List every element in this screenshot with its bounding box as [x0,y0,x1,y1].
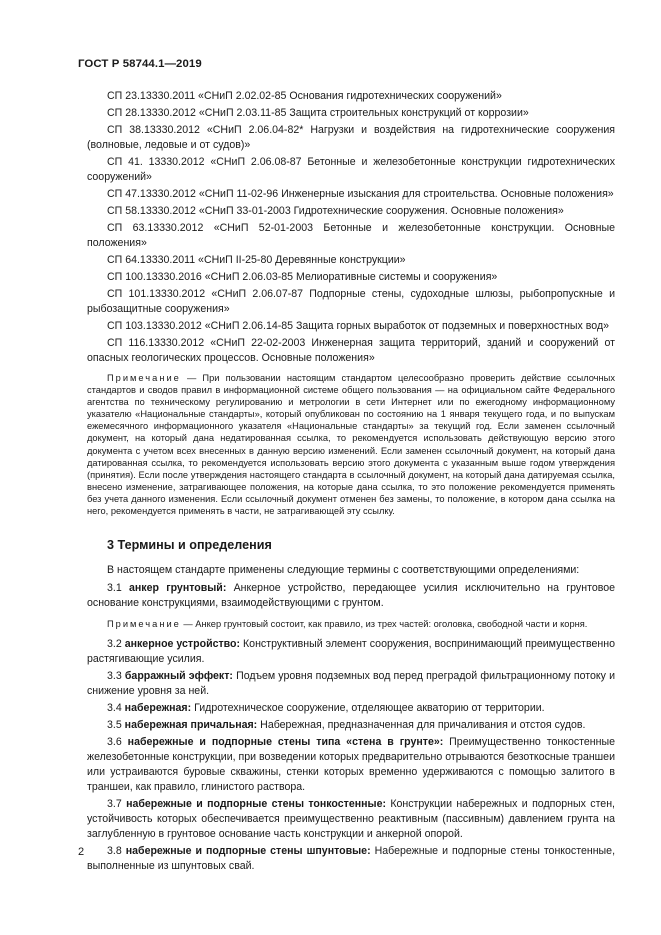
definition-term: набережные и подпорные стены тонкостенные: [126,798,386,811]
reference-item: СП 41. 13330.2012 «СНиП 2.06.08-87 Бетонные и железобетонные конструкции гидротехнических сооружений» [87,156,615,183]
definition-number: 3.5 [107,719,125,732]
definition-text: Подъем уровня подземных вод перед преградой фильтрационному потоку и снижение уровня за ней. [87,670,615,698]
definition-item [87,735,615,795]
definition-number: 3.1 [107,582,129,595]
reference-item: СП 116.13330.2012 «СНиП 22-02-2003 Инженерная защита территорий, зданий и сооружений от опасных геологических процессов. Основные положения» [87,337,615,364]
definition-number: 3.8 [107,845,126,858]
section-intro: В настоящем стандарте применены следующие термины с соответствующими определениями: [107,564,580,577]
document-header: ГОСТ Р 58744.1—2019 [78,58,202,70]
reference-item: СП 103.13330.2012 «СНиП 2.06.14-85 Защита горных выработок от подземных и поверхностных вод» [107,320,610,332]
definition-term: набережная: [124,702,192,715]
reference-item: СП 47.13330.2012 «СНиП 11-02-96 Инженерные изыскания для строительства. Основные положения» [107,188,614,200]
definition-term: набережная причальная: [124,719,258,732]
definition-term: барражный эффект: [124,670,233,683]
reference-item: СП 23.13330.2011 «СНиП 2.02.02-85 Основания гидротехнических сооружений» [107,90,502,102]
note-label: Примечание [107,619,181,630]
definition-item [87,637,615,667]
definition-term: анкер грунтовый: [128,582,227,595]
definition-text: Преимущественно тонкостенные железобетонные конструкции, при возведении которых предварительно отрываются безоткосные траншеи или устраиваются буровые скважины, стенки которых временно удерживаются с помощью залитого в траншеи, как правило, глинистого раствора. [87,736,616,794]
reference-item: СП 63.13330.2012 «СНиП 52-01-2003 Бетонные и железобетонные конструкции. Основные положения» [87,222,615,249]
section-title: 3 Термины и определения [107,538,272,553]
definition-text: Конструкции набережных и подпорных стен, устойчивость которых обеспечивается преимущественно реактивным (пассивным) давлением грунта на заглубленную в грунтовое основание часть конструкции и анкерной опорой. [87,798,615,841]
note-text: — При пользовании настоящим стандартом целесообразно проверить действие ссылочных стандартов и сводов правил в информационной системе общего пользования — на официальном сайте Федерального агентства по техническому регулированию и метрологии в сети Интернет или по ежегодному информационному указателю «Национальные стандарты», который опубликован по состоянию на 1 января текущего года, и по выпускам ежемесячного информационного указателя «Национальные стандарты» за текущий год. Если заменен ссылочный документ, на который дана недатированная ссылка, то рекомендуется использовать действующую версию этого документа с учетом всех внесенных в данную версию изменений. Если заменен ссылочный документ, на который дана датированная ссылка, то рекомендуется использовать версию этого документа с указанным выше годом утверждения (принятия). Если после утверждения настоящего стандарта в ссылочный документ, на который дана датируемая ссылка, внесено изменение, затрагивающее положения, на которые дана ссылка, то это положение рекомендуется применять без учета данного изменения. Если ссылочный документ отменен без замены, то положение, в котором дана ссылка на него, рекомендуется применять в части, не затрагивающей эту ссылку. [87,373,615,517]
definition-number: 3.4 [107,702,125,715]
note-label: Примечание [107,373,181,383]
definition-text: Гидротехническое сооружение, отделяющее акваторию от территории. [191,702,545,715]
definition-item [87,718,615,733]
definition-item [87,844,615,874]
page-content [87,89,615,876]
definition-text: Анкерное устройство, передающее усилия исключительно на грунтовое основание конструкциями, взаимодействующими с грунтом. [87,582,615,610]
page-number: 2 [78,846,85,858]
note-text: — Анкер грунтовый состоит, как правило, из трех частей: оголовка, свободной части и корня. [180,619,588,630]
reference-item: СП 58.13330.2012 «СНиП 33-01-2003 Гидротехнические сооружения. Основные положения» [107,205,564,217]
reference-item: СП 38.13330.2012 «СНиП 2.06.04-82* Нагрузки и воздействия на гидротехнические сооружения (волновые, ледовые и от судов)» [87,124,615,151]
reference-note [87,372,615,517]
definitions-list [87,563,615,874]
reference-item: СП 101.13330.2012 «СНиП 2.06.07-87 Подпорные стены, судоходные шлюзы, рыбопропускные и рыбозащитные сооружения» [87,288,615,315]
reference-item: СП 28.13330.2012 «СНиП 2.03.11-85 Защита строительных конструкций от коррозии» [107,107,529,119]
definition-note [87,618,615,630]
definition-number: 3.2 [107,638,125,651]
definition-item [87,701,615,716]
definition-item [87,669,615,699]
definition-number: 3.6 [107,736,128,749]
definition-text: Конструктивный элемент сооружения, воспринимающий преимущественно растягивающие усилия. [87,638,615,666]
reference-list [87,89,615,366]
definition-item [87,797,615,842]
definition-item [87,581,615,611]
reference-item: СП 64.13330.2011 «СНиП II-25-80 Деревянные конструкции» [107,254,406,266]
definition-term: анкерное устройство: [124,638,241,651]
definition-number: 3.3 [107,670,125,683]
definition-text: Набережная, предназначенная для причаливания и отстоя судов. [257,719,586,732]
definition-term: набережные и подпорные стены типа «стена в грунте»: [127,736,444,749]
definition-text: Набережные и подпорные стены тонкостенные, выполненные из шпунтовых свай. [87,845,616,873]
definition-number: 3.7 [107,798,127,811]
reference-item: СП 100.13330.2016 «СНиП 2.06.03-85 Мелиоративные системы и сооружения» [107,271,498,283]
definition-term: набережные и подпорные стены шпунтовые: [125,845,371,858]
